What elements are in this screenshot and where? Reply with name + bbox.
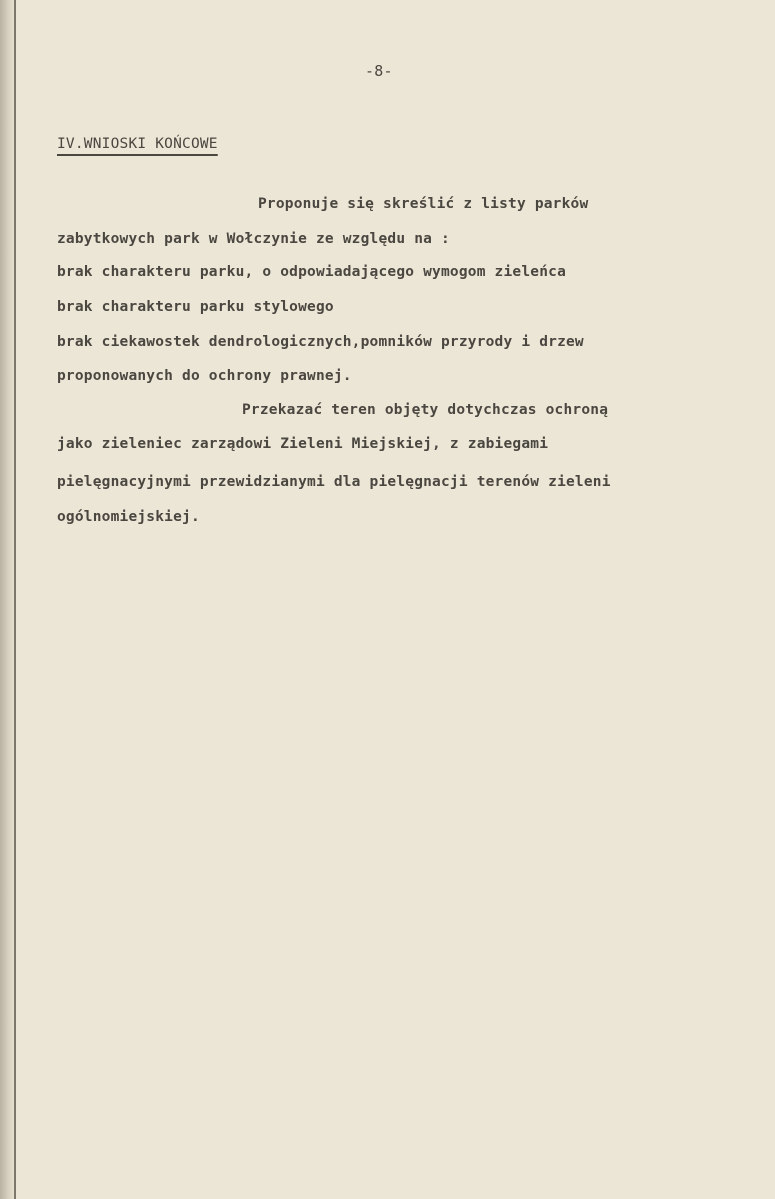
page-number: -8- (365, 62, 393, 80)
paragraph-1-line: zabytkowych park w Wołczynie ze względu na : (57, 231, 450, 247)
paragraph-1-line: proponowanych do ochrony prawnej. (57, 368, 352, 384)
binding-edge-line (14, 0, 16, 1199)
paragraph-2-line: pielęgnacyjnymi przewidzianymi dla pielęgnacji terenów zieleni (57, 474, 611, 490)
paragraph-2-line: jako zieleniec zarządowi Zieleni Miejskiej, z zabiegami (57, 436, 549, 452)
paragraph-1-line: brak charakteru parku, o odpowiadającego wymogom zieleńca (57, 264, 566, 280)
paragraph-1-line: brak ciekawostek dendrologicznych,pomników przyrody i drzew (57, 334, 584, 350)
paragraph-2-line: ogólnomiejskiej. (57, 509, 200, 525)
paragraph-2-line: Przekazać teren objęty dotychczas ochroną (242, 402, 609, 418)
paragraph-1-line: Proponuje się skreślić z listy parków (258, 196, 589, 212)
paragraph-1-line: brak charakteru parku stylowego (57, 299, 334, 315)
section-heading: IV.WNIOSKI KOŃCOWE (57, 136, 218, 152)
